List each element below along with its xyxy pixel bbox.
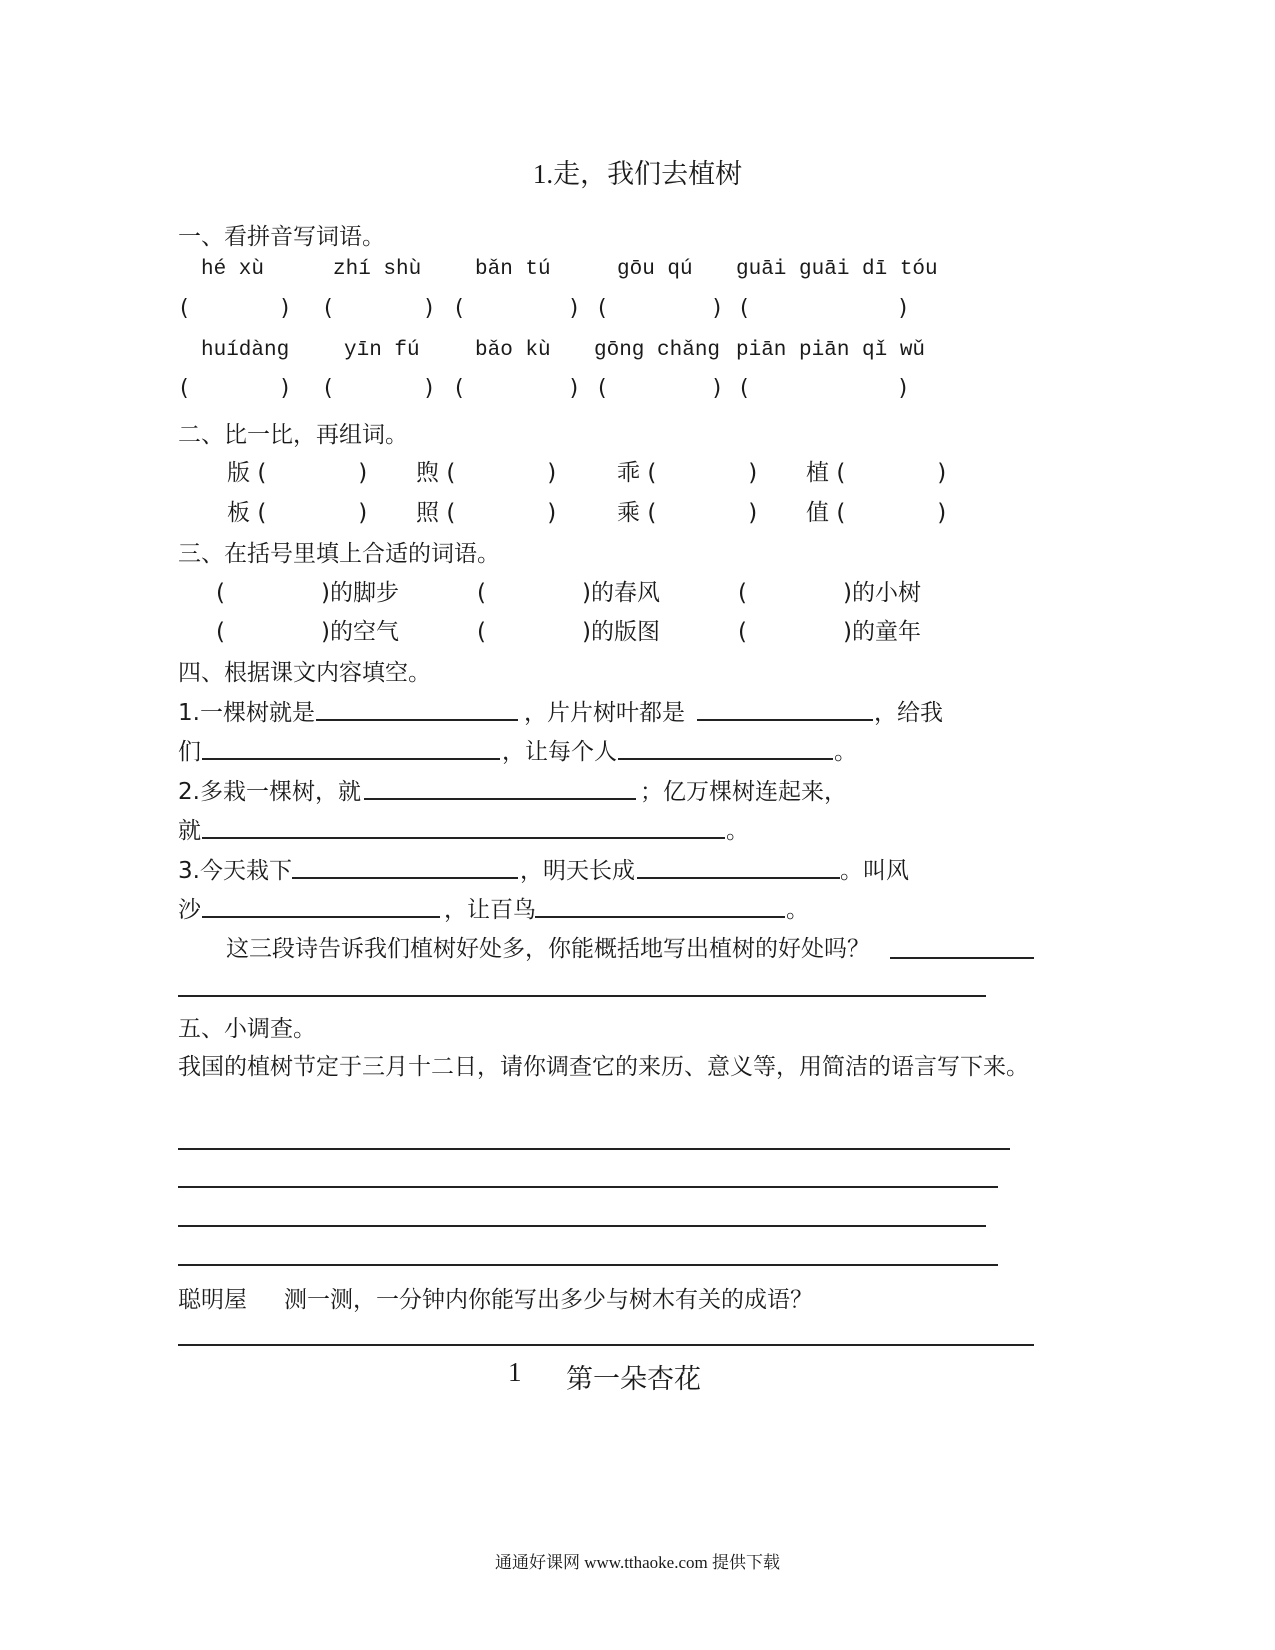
fill-text: ，让每个人: [502, 739, 617, 765]
summary-question: 这三段诗告诉我们植树好处多，你能概括地写出植树的好处吗？: [226, 936, 870, 962]
fill-text: 。: [834, 739, 857, 765]
pinyin-item: yīn fú: [344, 339, 420, 362]
answer-box[interactable]: ( ): [740, 376, 908, 401]
fill-text: ，给我: [874, 700, 943, 726]
answer-box[interactable]: ( ): [216, 580, 330, 606]
compare-char: 版: [227, 460, 250, 486]
answer-line[interactable]: [535, 916, 785, 918]
fill-text: 。: [726, 818, 749, 844]
answer-box[interactable]: ( ): [180, 296, 290, 321]
pinyin-item: guāi guāi dī tóu: [736, 258, 938, 281]
fill-text: 1.一棵树就是: [178, 700, 315, 726]
answer-box[interactable]: ( ): [257, 500, 368, 526]
pinyin-row-2: [0, 339, 1275, 369]
fill-text: 沙: [178, 897, 201, 923]
compare-char: 乘: [617, 500, 640, 526]
fill-text: 。: [786, 897, 809, 923]
answer-line[interactable]: [316, 719, 518, 721]
answer-line[interactable]: [697, 719, 873, 721]
writing-line[interactable]: [178, 1264, 998, 1266]
compare-row-2: [0, 494, 1275, 526]
pinyin-item: gōng chǎng: [594, 339, 721, 362]
answer-box[interactable]: ( ): [477, 619, 591, 645]
answer-line[interactable]: [618, 758, 833, 760]
answer-box[interactable]: ( ): [598, 296, 722, 321]
writing-line[interactable]: [178, 1148, 1010, 1150]
fill-text: 3.今天栽下: [178, 858, 292, 884]
section-1-heading: 一、看拼音写词语。: [178, 224, 385, 250]
compare-char: 乖: [617, 460, 640, 486]
pinyin-item: huídàng: [201, 339, 290, 362]
phrase-suffix: 的春风: [590, 580, 660, 606]
answer-line[interactable]: [292, 877, 518, 879]
answer-box[interactable]: ( ): [738, 619, 852, 645]
section-3-heading: 三、在括号里填上合适的词语。: [178, 541, 500, 567]
pinyin-item: piān piān qǐ wǔ: [736, 339, 926, 362]
page-title: 1.走，我们去植树: [532, 159, 743, 189]
fill-text: 就: [178, 818, 201, 844]
fill-text: ，让百鸟: [444, 897, 536, 923]
survey-instruction: 我国的植树节定于三月十二日，请你调查它的来历、意义等，用简洁的语言写下来。: [178, 1054, 1029, 1080]
answer-line[interactable]: [202, 916, 440, 918]
answer-box[interactable]: ( ): [738, 580, 852, 606]
answer-line[interactable]: [178, 1344, 1034, 1346]
fill-row-2: [0, 613, 1275, 645]
section-5-heading: 五、小调查。: [178, 1016, 316, 1042]
answer-parens-row-2: [0, 376, 1275, 406]
compare-char: 值: [806, 500, 829, 526]
phrase-suffix: 的版图: [590, 619, 660, 645]
answer-line[interactable]: [364, 798, 636, 800]
compare-char: 照: [416, 500, 439, 526]
phrase-suffix: 的脚步: [329, 580, 399, 606]
answer-box[interactable]: ( ): [647, 500, 758, 526]
answer-box[interactable]: ( ): [216, 619, 330, 645]
answer-line[interactable]: [202, 758, 500, 760]
answer-box[interactable]: ( ): [446, 460, 557, 486]
smart-house-question: 测一测，一分钟内你能写出多少与树木有关的成语？: [284, 1287, 813, 1313]
pinyin-item: bǎn tú: [475, 258, 551, 281]
answer-box[interactable]: ( ): [836, 500, 947, 526]
answer-box[interactable]: ( ): [598, 376, 722, 401]
answer-box[interactable]: ( ): [455, 376, 579, 401]
pinyin-item: gōu qú: [617, 258, 693, 281]
fill-text: ，片片树叶都是: [524, 700, 685, 726]
answer-box[interactable]: ( ): [180, 376, 290, 401]
phrase-suffix: 的空气: [329, 619, 399, 645]
next-lesson-number: 1: [508, 1357, 522, 1387]
page-footer: 通通好课网 www.tthaoke.com 提供下载: [494, 1553, 781, 1572]
answer-box[interactable]: ( ): [446, 500, 557, 526]
answer-box[interactable]: ( ): [477, 580, 591, 606]
next-lesson-title: 第一朵杏花: [566, 1364, 701, 1394]
answer-line[interactable]: [178, 995, 986, 997]
pinyin-item: hé xù: [201, 258, 265, 281]
pinyin-item: zhí shù: [333, 258, 422, 281]
answer-box[interactable]: ( ): [740, 296, 908, 321]
section-2-heading: 二、比一比，再组词。: [178, 422, 408, 448]
answer-box[interactable]: ( ): [257, 460, 368, 486]
answer-line[interactable]: [202, 837, 725, 839]
answer-line[interactable]: [890, 957, 1034, 959]
phrase-suffix: 的小树: [851, 580, 921, 606]
compare-row-1: [0, 454, 1275, 486]
fill-text: ；亿万棵树连起来，: [640, 779, 847, 805]
compare-char: 煦: [416, 460, 439, 486]
fill-text: 们: [178, 739, 201, 765]
answer-line[interactable]: [637, 877, 840, 879]
phrase-suffix: 的童年: [851, 619, 921, 645]
answer-parens-row-1: [0, 296, 1275, 326]
section-4-heading: 四、根据课文内容填空。: [178, 660, 431, 686]
smart-house-label: 聪明屋: [178, 1287, 247, 1313]
writing-line[interactable]: [178, 1186, 998, 1188]
fill-text: ，明天长成: [520, 858, 635, 884]
pinyin-row-1: [0, 258, 1275, 288]
answer-box[interactable]: ( ): [455, 296, 579, 321]
answer-box[interactable]: ( ): [324, 376, 434, 401]
compare-char: 植: [806, 460, 829, 486]
fill-row-1: [0, 574, 1275, 606]
fill-text: 。叫风: [840, 858, 909, 884]
answer-box[interactable]: ( ): [836, 460, 947, 486]
fill-text: 2.多栽一棵树，就: [178, 779, 361, 805]
pinyin-item: bǎo kù: [475, 339, 551, 362]
answer-box[interactable]: ( ): [324, 296, 434, 321]
answer-box[interactable]: ( ): [647, 460, 758, 486]
writing-line[interactable]: [178, 1225, 986, 1227]
compare-char: 板: [227, 500, 250, 526]
